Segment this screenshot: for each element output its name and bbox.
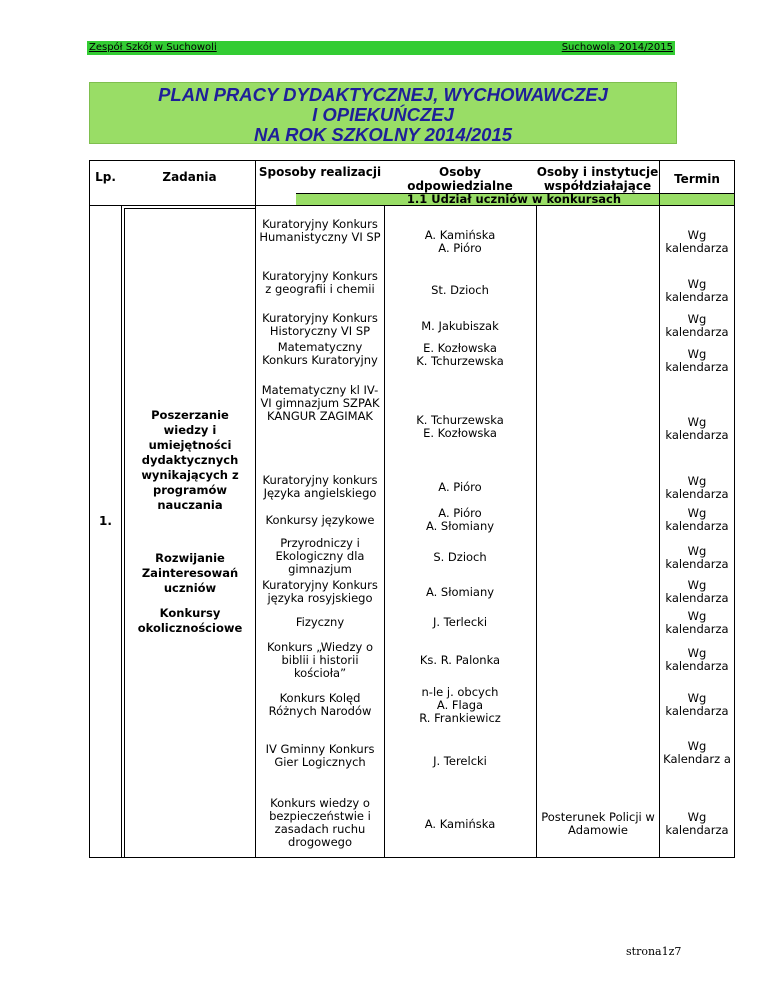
document-title — [89, 82, 677, 144]
page-header — [87, 41, 675, 55]
col-lp: Lp. — [95, 170, 116, 184]
row-termin: Wg kalendarza — [665, 228, 729, 255]
row-osoby: J. Terlecki — [432, 615, 488, 629]
row-sposob: Matematyczny Konkurs Kuratoryjny — [262, 340, 378, 367]
task-konkursy: Konkursy okolicznościowe — [137, 606, 243, 635]
row-sposob: Fizyczny — [295, 615, 345, 629]
header-school: Zespół Szkół w Suchowoli — [89, 42, 217, 53]
row-osoby: A. Słomiany — [425, 585, 495, 599]
row-termin: Wg kalendarza — [665, 578, 729, 605]
row-sposob: Matematyczny kl IV-VI gimnazjum SZPAK KANGUR ZAGIMAK — [260, 383, 380, 423]
grid-line — [734, 160, 735, 858]
title-line-1: PLAN PRACY DYDAKTYCZNEJ, WYCHOWAWCZEJ — [158, 84, 608, 105]
row-osoby: K. Tchurzewska E. Kozłowska — [416, 413, 504, 440]
row-osoby: M. Jakubiszak — [421, 319, 499, 333]
row-osoby: A. Kamińska — [424, 817, 496, 831]
row-osoby: E. Kozłowska K. Tchurzewska — [416, 341, 504, 368]
row-termin: Wg Kalendarz a — [663, 739, 731, 766]
col-instytucje: Osoby i instytucje współdziałające — [536, 165, 659, 193]
row-sposob: Konkurs Kolęd Różnych Narodów — [268, 691, 372, 718]
row-osoby: S. Dzioch — [433, 550, 487, 564]
row-sposob: Przyrodniczy i Ekologiczny dla gimnazjum — [275, 536, 365, 576]
header-year: Suchowola 2014/2015 — [561, 42, 673, 53]
row-termin: Wg kalendarza — [665, 277, 729, 304]
row-osoby: A. Pióro — [438, 480, 482, 494]
grid-line — [121, 205, 124, 206]
row-osoby: St. Dzioch — [431, 283, 489, 297]
row-sposob: IV Gminny Konkurs Gier Logicznych — [265, 742, 375, 769]
row-sposob: Konkurs „Wiedzy o biblii i historii kościoła” — [266, 640, 374, 680]
row-termin: Wg kalendarza — [665, 810, 729, 837]
row-instytucje: Posterunek Policji w Adamowie — [541, 810, 655, 837]
row-sposob: Konkursy językowe — [265, 513, 375, 527]
row-osoby: n-le j. obcych A. Flaga R. Frankiewicz — [419, 685, 501, 725]
row-sposob: Kuratoryjny Konkurs języka rosyjskiego — [262, 578, 378, 605]
title-line-2: I OPIEKUŃCZEJ — [312, 104, 454, 125]
row-termin: Wg kalendarza — [665, 474, 729, 501]
row-termin: Wg kalendarza — [665, 691, 729, 718]
grid-line — [124, 208, 125, 858]
row-termin: Wg kalendarza — [665, 506, 729, 533]
lp-value: 1. — [99, 514, 112, 528]
row-osoby: A. Kamińska A. Pióro — [424, 228, 496, 255]
grid-line — [89, 857, 735, 858]
grid-line — [89, 160, 735, 161]
title-line-3: NA ROK SZKOLNY 2014/2015 — [253, 124, 513, 145]
col-osoby: Osoby odpowiedzialne — [407, 165, 513, 193]
row-sposob: Kuratoryjny konkurs Języka angielskiego — [262, 473, 378, 500]
grid-line — [384, 206, 385, 858]
grid-line — [255, 160, 256, 858]
row-termin: Wg kalendarza — [665, 312, 729, 339]
row-sposob: Konkurs wiedzy o bezpieczeństwie i zasadach ruchu drogowego — [269, 796, 371, 849]
row-osoby: Ks. R. Palonka — [419, 653, 501, 667]
grid-line — [121, 205, 122, 858]
row-termin: Wg kalendarza — [665, 415, 729, 442]
row-termin: Wg kalendarza — [665, 347, 729, 374]
task-poszerzanie: Poszerzanie wiedzy i umiejętności dydaktycznych wynikających z programów nauczania — [141, 408, 239, 512]
grid-line — [124, 208, 255, 209]
col-zadania: Zadania — [162, 170, 217, 184]
page-number: strona1z7 — [626, 945, 682, 958]
row-sposob: Kuratoryjny Konkurs Historyczny VI SP — [262, 311, 378, 338]
col-termin: Termin — [674, 172, 720, 186]
col-sposoby: Sposoby realizacji — [258, 165, 382, 179]
grid-line — [536, 206, 537, 858]
row-sposob: Kuratoryjny Konkurs z geografii i chemii — [262, 269, 378, 296]
row-termin: Wg kalendarza — [665, 544, 729, 571]
grid-line — [89, 160, 90, 858]
row-termin: Wg kalendarza — [665, 609, 729, 636]
section-title: 1.1 Udział uczniów w konkursach — [406, 192, 622, 206]
row-osoby: A. Pióro A. Słomiany — [425, 506, 495, 533]
task-rozwijanie: Rozwijanie Zainteresowań uczniów — [141, 551, 239, 595]
row-termin: Wg kalendarza — [665, 646, 729, 673]
row-sposob: Kuratoryjny Konkurs Humanistyczny VI SP — [259, 217, 381, 244]
row-osoby: J. Terelcki — [433, 754, 487, 768]
